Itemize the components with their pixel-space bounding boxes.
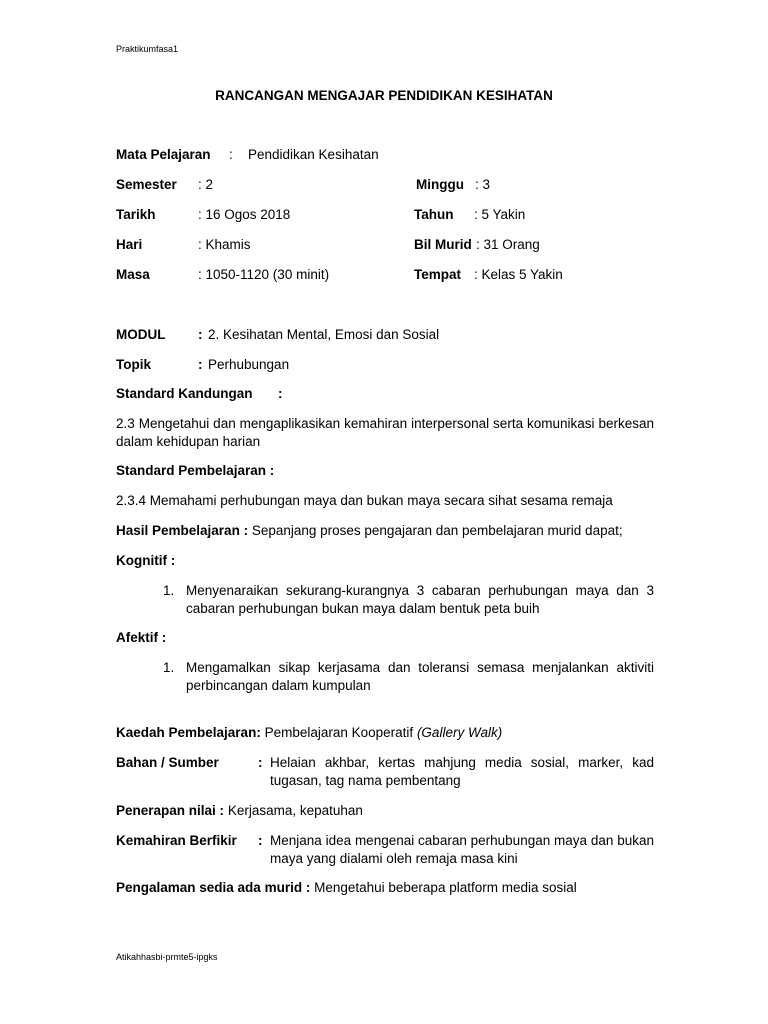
mata-pelajaran-sep: : xyxy=(229,147,233,162)
pengalaman-sedia-ada xyxy=(116,880,577,895)
hari-label: Hari xyxy=(116,237,143,252)
bahan-text: Helaian akhbar, kertas mahjung media sosial, marker, kad tugasan, tag nama pembentang xyxy=(270,755,654,788)
page-header: Praktikumfasa1 xyxy=(116,44,179,54)
tahun-label: Tahun xyxy=(414,207,454,222)
standard-pembelajaran-label: Standard Pembelajaran : xyxy=(116,463,275,478)
semester-value: : 2 xyxy=(198,177,214,192)
bil-murid-label: Bil Murid xyxy=(414,237,472,252)
tarikh-label: Tarikh xyxy=(116,207,156,222)
kemahiran-text: Menjana idea mengenai cabaran perhubungan maya dan bukan maya yang dialami oleh remaja masa kini xyxy=(270,833,654,866)
mata-pelajaran-label: Mata Pelajaran xyxy=(116,147,211,162)
standard-kandungan-label: Standard Kandungan xyxy=(116,386,253,401)
kaedah-italic: (Gallery Walk) xyxy=(416,725,503,740)
modul-value: 2. Kesihatan Mental, Emosi dan Sosial xyxy=(208,327,440,342)
bil-murid-value: : 31 Orang xyxy=(476,237,540,252)
topik-sep: : xyxy=(198,357,203,372)
minggu-value: : 3 xyxy=(475,177,491,192)
tahun-value: : 5 Yakin xyxy=(474,207,526,222)
hasil-pembelajaran xyxy=(116,523,623,538)
masa-value: : 1050-1120 (30 minit) xyxy=(198,267,330,282)
page-footer: Atikahhasbi-prmte5-ipgks xyxy=(116,952,218,962)
kaedah-pembelajaran xyxy=(116,725,502,740)
tarikh-value: : 16 Ogos 2018 xyxy=(198,207,291,222)
afektif-item-text: Mengamalkan sikap kerjasama dan toleransi semasa menjalankan aktiviti perbincangan dalam kumpulan xyxy=(186,660,654,693)
hasil-pembelajaran-text: Sepanjang proses pengajaran dan pembelajaran murid dapat; xyxy=(251,523,623,538)
kemahiran-sep: : xyxy=(258,833,263,848)
kaedah-text: Pembelajaran Kooperatif xyxy=(264,725,414,740)
hari-value: : Khamis xyxy=(198,237,251,252)
kognitif-item-text: Menyenaraikan sekurang-kurangnya 3 cabaran perhubungan maya dan 3 cabaran perhubungan bukan maya dalam bentuk peta buih xyxy=(186,583,654,616)
kaedah-label: Kaedah Pembelajaran: xyxy=(116,725,261,740)
pengalaman-label: Pengalaman sedia ada murid : xyxy=(116,880,311,895)
standard-pembelajaran-text: 2.3.4 Memahami perhubungan maya dan bukan maya secara sihat sesama remaja xyxy=(116,493,613,508)
afektif-item-number: 1. xyxy=(163,660,175,675)
pengalaman-text: Mengetahui beberapa platform media sosial xyxy=(314,880,577,895)
semester-label: Semester xyxy=(116,177,177,192)
bahan-label: Bahan / Sumber xyxy=(116,755,219,770)
tempat-label: Tempat xyxy=(414,267,462,282)
kognitif-label: Kognitif : xyxy=(116,553,176,568)
minggu-label: Minggu xyxy=(416,177,464,192)
penerapan-text: Kerjasama, kepatuhan xyxy=(227,803,363,818)
topik-label: Topik xyxy=(116,357,151,372)
afektif-label: Afektif : xyxy=(116,630,167,645)
kognitif-item-number: 1. xyxy=(163,583,175,598)
modul-label: MODUL xyxy=(116,327,166,342)
penerapan-label: Penerapan nilai : xyxy=(116,803,225,818)
tempat-value: : Kelas 5 Yakin xyxy=(474,267,563,282)
bahan-sep: : xyxy=(258,755,263,770)
standard-kandungan-sep: : xyxy=(278,386,283,401)
document-title: RANCANGAN MENGAJAR PENDIDIKAN KESIHATAN xyxy=(215,88,553,103)
topik-value: Perhubungan xyxy=(208,357,290,372)
hasil-pembelajaran-label: Hasil Pembelajaran : xyxy=(116,523,249,538)
mata-pelajaran-value: Pendidikan Kesihatan xyxy=(248,147,379,162)
penerapan-nilai xyxy=(116,803,363,818)
masa-label: Masa xyxy=(116,267,150,282)
kemahiran-label: Kemahiran Berfikir xyxy=(116,833,237,848)
standard-kandungan-text: 2.3 Mengetahui dan mengaplikasikan kemahiran interpersonal serta komunikasi berkesan dalam kehidupan harian xyxy=(116,416,654,449)
modul-sep: : xyxy=(198,327,203,342)
